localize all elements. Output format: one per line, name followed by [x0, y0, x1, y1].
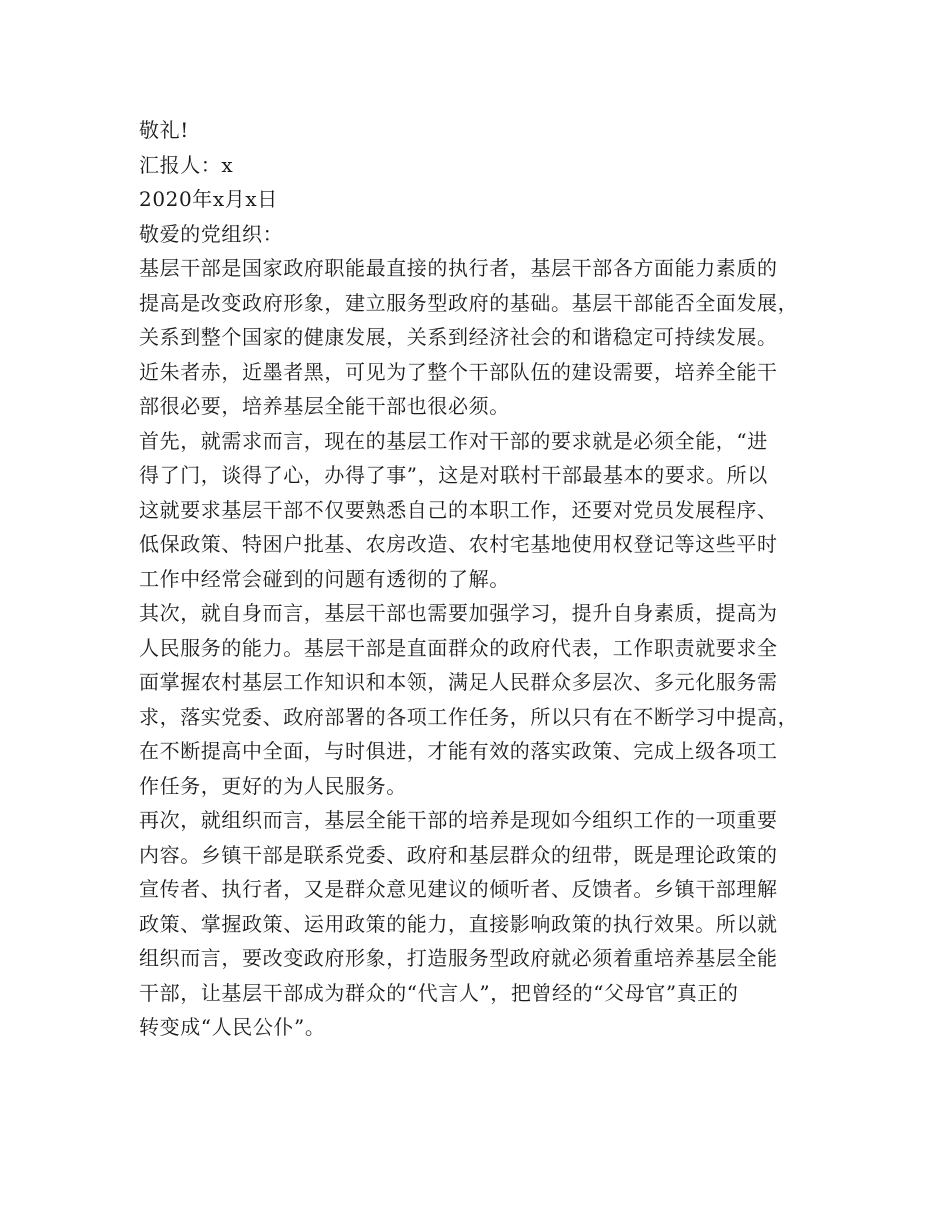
text-line: 部很必要，培养基层全能干部也很必须。	[139, 394, 510, 418]
text-line: 工作中经常会碰到的问题有透彻的了解。	[139, 566, 510, 591]
text-line: 面掌握农村基层工作知识和本领，满足人民群众多层次、多元化服务需	[139, 670, 778, 694]
text-line: 这就要求基层干部不仅要熟悉自己的本职工作，还要对党员发展程序、	[139, 497, 778, 522]
document-body	[139, 113, 839, 1045]
text-line: 内容。乡镇干部是联系党委、政府和基层群众的纽带，既是理论政策的	[139, 842, 778, 867]
text-line: 关系到整个国家的健康发展，关系到经济社会的和谐稳定可持续发展。	[139, 325, 778, 349]
text-line: 作任务，更好的为人民服务。	[139, 773, 407, 798]
text-line: 政策、掌握政策、运用政策的能力，直接影响政策的执行效果。所以就	[139, 911, 778, 936]
text-line: 转变成“人民公仆”。	[139, 1015, 326, 1039]
date-line: 2020年x月x日	[139, 187, 278, 211]
text-line: 干部，让基层干部成为群众的“代言人”，把曾经的“父母官”真正的	[139, 980, 739, 1005]
closing-line: 敬礼!	[139, 118, 189, 142]
text-line: 宣传者、执行者，又是群众意见建议的倾听者、反馈者。乡镇干部理解	[139, 877, 778, 901]
text-line: 提高是改变政府形象，建立服务型政府的基础。基层干部能否全面发展，	[139, 290, 799, 315]
text-line: 人民服务的能力。基层干部是直面群众的政府代表，工作职责就要求全	[139, 635, 778, 660]
text-line: 再次，就组织而言，基层全能干部的培养是现如今组织工作的一项重要	[139, 808, 778, 832]
reporter-line: 汇报人：x	[139, 152, 234, 177]
text-line: 首先，就需求而言，现在的基层工作对干部的要求就是必须全能，“进	[139, 428, 768, 453]
salutation-line: 敬爱的党组织：	[139, 221, 284, 246]
text-line: 基层干部是国家政府职能最直接的执行者，基层干部各方面能力素质的	[139, 256, 778, 280]
text-line: 在不断提高中全面，与时俱进，才能有效的落实政策、完成上级各项工	[139, 739, 778, 763]
text-line: 低保政策、特困户批基、农房改造、农村宅基地使用权登记等这些平时	[139, 532, 778, 556]
text-line: 组织而言，要改变政府形象，打造服务型政府就必须着重培养基层全能	[139, 946, 778, 970]
text-line: 得了门，谈得了心，办得了事”，这是对联村干部最基本的要求。所以	[139, 463, 768, 487]
text-line: 求，落实党委、政府部署的各项工作任务，所以只有在不断学习中提高，	[139, 704, 799, 729]
text-line: 近朱者赤，近墨者黑，可见为了整个干部队伍的建设需要，培养全能干	[139, 359, 778, 384]
text-line: 其次，就自身而言，基层干部也需要加强学习，提升自身素质，提高为	[139, 601, 778, 625]
